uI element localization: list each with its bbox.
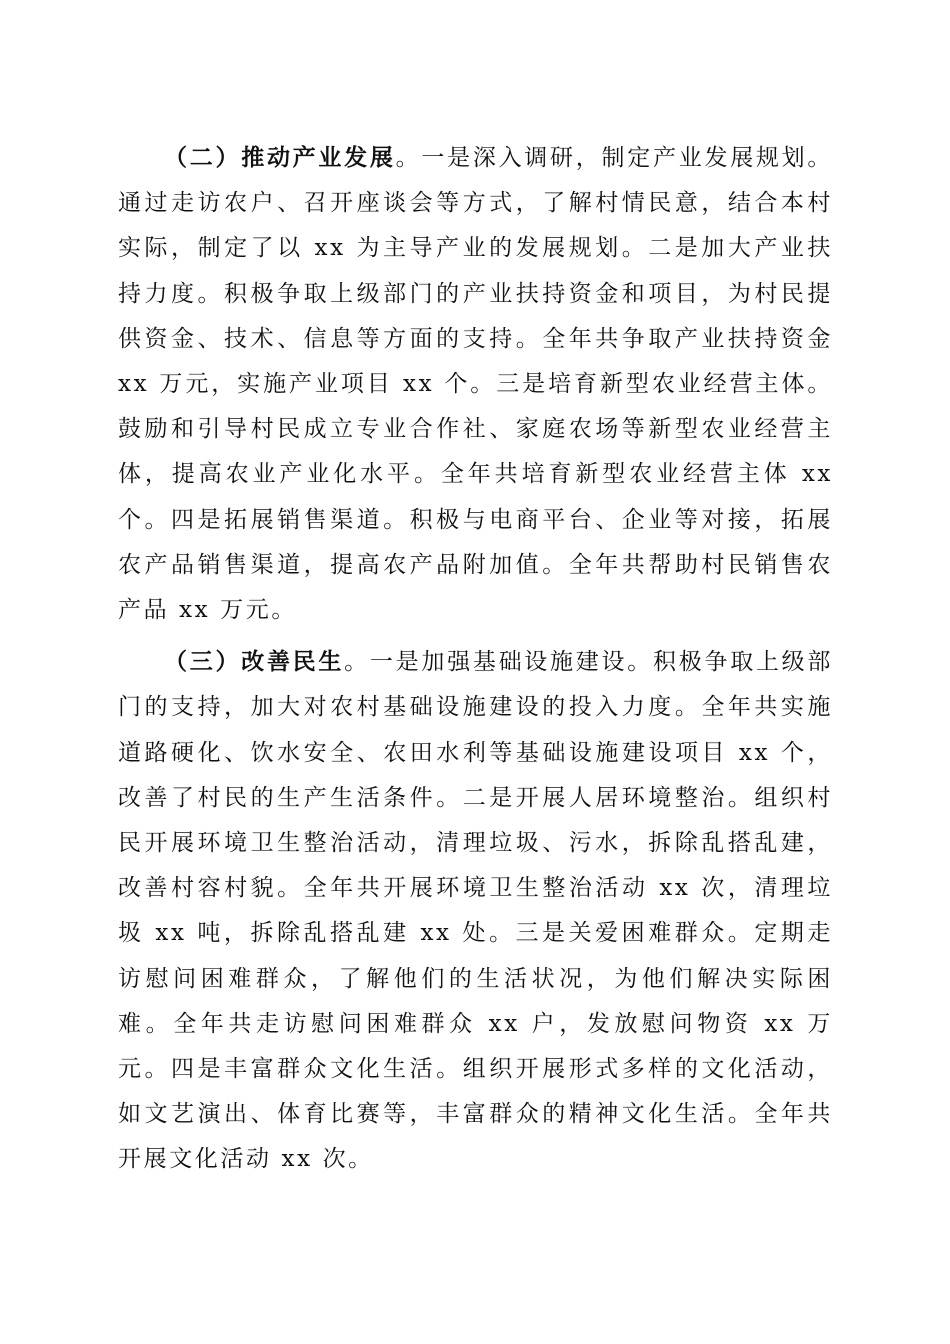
paragraph-heading: （三）改善民生 [164, 648, 345, 676]
paragraph-industry-development [118, 135, 833, 633]
paragraph-heading: （二）推动产业发展 [164, 144, 396, 171]
paragraph-text: 。一是深入调研，制定产业发展规划。通过走访农户、召开座谈会等方式，了解村情民意，结合本村实际，制定了以 xx 为主导产业的发展规划。二是加大产业扶持力度。积极争取上级部门的产业扶持资金和项目，为村民提供资金、技术、信息等方面的支持。全年共争取产业扶持资金 xx 万元，实施产业项目 xx 个。三是培育新型农业经营主体。鼓励和引导村民成立专业合作社、家庭农场等新型农业经营主体，提高农业产业化水平。全年共培育新型农业经营主体 xx 个。四是拓展销售渠道。积极与电商平台、企业等对接，拓展农产品销售渠道，提高农产品附加值。全年共帮助村民销售农产品 xx 万元。 [118, 145, 833, 624]
paragraph-text: 。一是加强基础设施建设。积极争取上级部门的支持，加大对农村基础设施建设的投入力度。全年共实施道路硬化、饮水安全、农田水利等基础设施建设项目 xx 个，改善了村民的生产生活条件。二是开展人居环境整治。组织村民开展环境卫生整治活动，清理垃圾、污水，拆除乱搭乱建，改善村容村貌。全年共开展环境卫生整治活动 xx 次，清理垃圾 xx 吨，拆除乱搭乱建 xx 处。三是关爱困难群众。定期走访慰问困难群众，了解他们的生活状况，为他们解决实际困难。全年共走访慰问困难群众 xx 户，发放慰问物资 xx 万元。四是丰富群众文化生活。组织开展形式多样的文化活动，如文艺演出、体育比赛等，丰富群众的精神文化生活。全年共开展文化活动 xx 次。 [118, 649, 833, 1173]
paragraph-improve-livelihood [118, 639, 833, 1182]
document-body [118, 135, 833, 1189]
